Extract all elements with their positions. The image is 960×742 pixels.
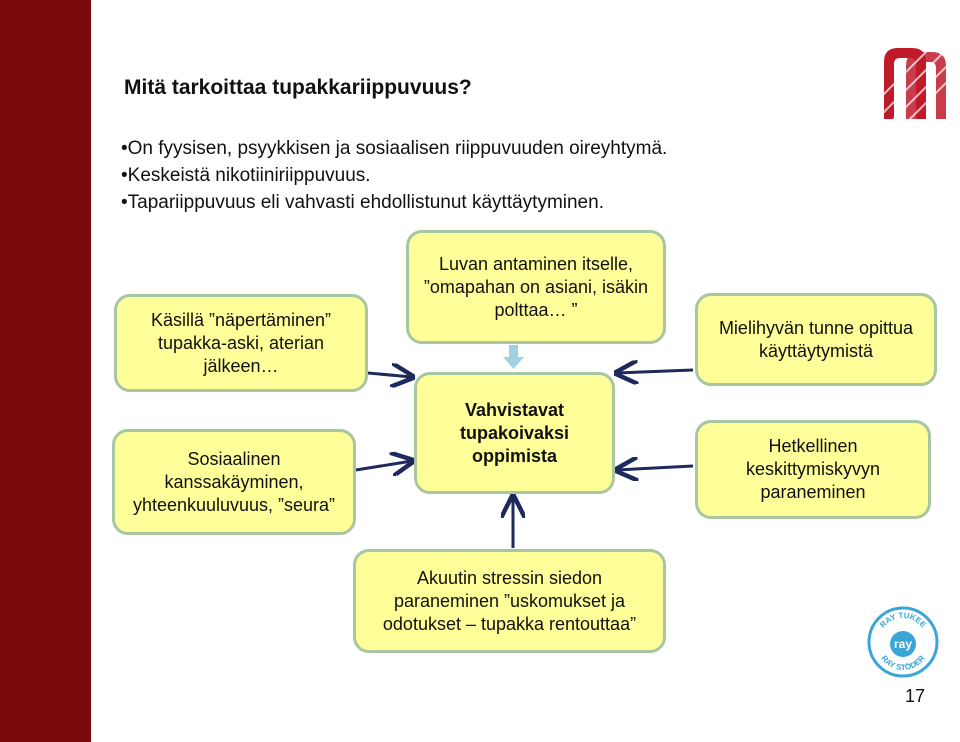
box-center: Vahvistavat tupakoivaksi oppimista: [414, 372, 615, 494]
box-handling: Käsillä ”näpertäminen” tupakka-aski, aterian jälkeen…: [114, 294, 368, 392]
arrow-right-top: [617, 370, 693, 373]
ray-badge-logo: [867, 606, 939, 678]
arrow-top: [503, 345, 524, 369]
box-stress: Akuutin stressin siedon paraneminen ”uskomukset ja odotukset – tupakka rentouttaa”: [353, 549, 666, 653]
badge-top-text: RAY TUKEE: [878, 610, 928, 630]
arrow-right-bottom: [617, 466, 693, 470]
bullet-item: • Keskeistä nikotiiniriippuvuus.: [121, 162, 667, 189]
organization-logo: [882, 44, 949, 121]
page-number: 17: [905, 686, 926, 706]
box-concentration: Hetkellinen keskittymiskyvyn paraneminen: [695, 420, 931, 519]
arrow-left-bottom: [356, 461, 412, 470]
box-social: Sosiaalinen kanssakäyminen, yhteenkuuluvuus, ”seura”: [112, 429, 356, 535]
box-pleasure: Mielihyvän tunne opittua käyttäytymistä: [695, 293, 937, 386]
badge-bottom-text: RAY STÖDER: [879, 653, 927, 673]
box-permission: Luvan antaminen itselle, ”omapahan on asiani, isäkin polttaa… ”: [406, 230, 666, 344]
arrow-left-top: [368, 373, 412, 377]
bullet-item: • Tapariippuvuus eli vahvasti ehdollistunut käyttäytyminen.: [121, 189, 667, 216]
badge-center-text: ray: [893, 637, 913, 651]
bullet-item: • On fyysisen, psyykkisen ja sosiaalisen riippuvuuden oireyhtymä.: [121, 135, 667, 162]
slide-title: Mitä tarkoittaa tupakkariippuvuus?: [124, 76, 472, 99]
